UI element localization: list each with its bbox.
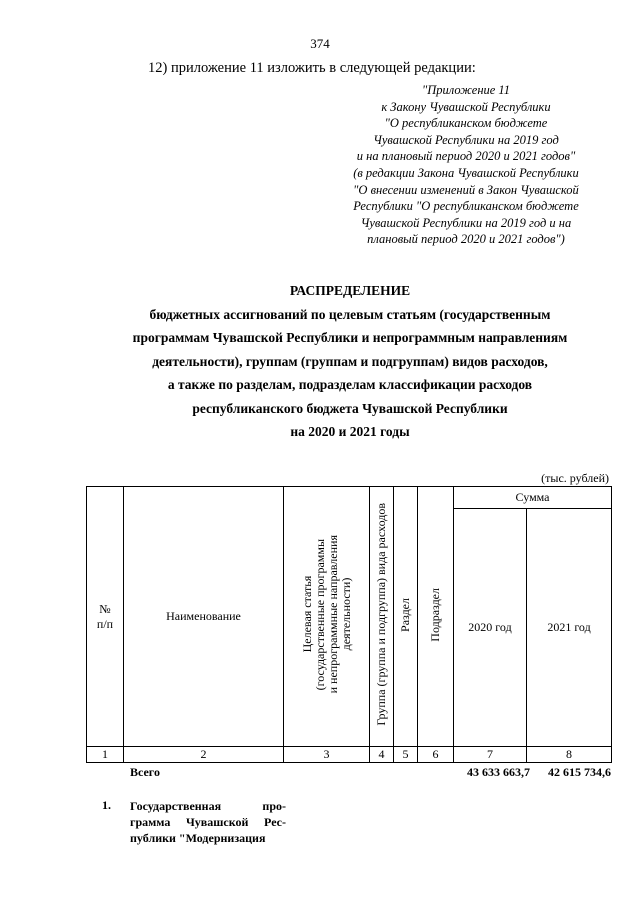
page-number: 374 <box>310 36 330 51</box>
row-name <box>130 798 286 846</box>
header-section-cell <box>394 487 418 747</box>
header-2021-cell: 2021 год <box>527 509 612 747</box>
column-number-cell: 1 <box>87 747 124 763</box>
document-heading <box>60 279 640 444</box>
total-label: Всего <box>130 765 160 779</box>
header-name-cell: Наименование <box>124 487 284 747</box>
heading-line: бюджетных ассигнований по целевым статьям (государственным <box>149 306 551 322</box>
column-number-cell: 7 <box>454 747 527 763</box>
column-number-cell: 8 <box>527 747 612 763</box>
column-number-cell: 4 <box>370 747 394 763</box>
annex-line: к Закону Чувашской Республики <box>381 99 551 114</box>
header-target-line: (государственные программы <box>312 538 327 691</box>
header-target-line: и непрограммные направления <box>325 535 340 694</box>
annex-line: (в редакции Закона Чувашской Республики <box>353 165 579 180</box>
total-2021-value: 42 615 734,6 <box>548 765 611 779</box>
heading-line: республиканского бюджета Чувашской Республики <box>192 400 508 416</box>
header-number-line: № <box>99 601 111 616</box>
header-2020-cell: 2020 год <box>454 509 527 747</box>
header-number-line: п/п <box>96 616 114 631</box>
column-number-cell: 5 <box>394 747 418 763</box>
header-section-text: Раздел <box>398 597 412 632</box>
column-number-cell: 3 <box>284 747 370 763</box>
annex-line: Чувашской Республики на 2019 год и на <box>360 215 572 230</box>
annex-line: плановый период 2020 и 2021 годов") <box>367 232 565 247</box>
budget-table-header <box>86 486 612 763</box>
header-subsection-cell <box>418 487 454 747</box>
total-row <box>86 765 611 783</box>
annex-line: "О республиканском бюджете <box>384 116 548 131</box>
column-number-cell: 6 <box>418 747 454 763</box>
header-group-cell <box>370 487 394 747</box>
heading-title: РАСПРЕДЕЛЕНИЕ <box>289 283 411 298</box>
header-target-cell <box>284 487 370 747</box>
annex-line: "О внесении изменений в Закон Чувашской <box>353 182 579 197</box>
annex-reference <box>330 82 602 248</box>
column-number-cell: 2 <box>124 747 284 763</box>
row-name-line: публики "Модернизация <box>130 831 266 845</box>
annex-line: Республики "О республиканском бюджете <box>353 199 579 214</box>
amendment-instruction: 12) приложение 11 изложить в следующей редакции: <box>148 60 476 76</box>
total-2020-value: 43 633 663,7 <box>467 765 530 779</box>
row-number: 1. <box>102 798 111 812</box>
heading-line: а также по разделам, подразделам классификации расходов <box>167 377 533 392</box>
annex-line: Чувашской Республики на 2019 год <box>373 132 559 147</box>
header-sum-cell: Сумма <box>454 487 612 509</box>
header-target-line: деятельности) <box>338 578 353 651</box>
annex-line: "Приложение 11 <box>421 83 511 97</box>
row-name-line: Государственная про- <box>130 799 286 813</box>
annex-line: и на плановый период 2020 и 2021 годов" <box>356 149 576 164</box>
header-number-cell <box>87 487 124 747</box>
header-target-text <box>301 535 353 693</box>
header-group-text: Группа (группа и подгруппа) вида расходов <box>374 503 388 726</box>
heading-line: на 2020 и 2021 годы <box>290 424 410 439</box>
row-name-line: грамма Чувашской Рес- <box>130 815 286 829</box>
heading-line: деятельности), группам (группам и подгруппам) видов расходов, <box>152 353 548 369</box>
header-target-line: Целевая статья <box>299 576 314 653</box>
header-subsection-text: Подраздел <box>428 587 442 642</box>
units-label: (тыс. рублей) <box>541 471 609 485</box>
heading-line: программам Чувашской Республики и непрограммным направлениям <box>132 330 568 345</box>
